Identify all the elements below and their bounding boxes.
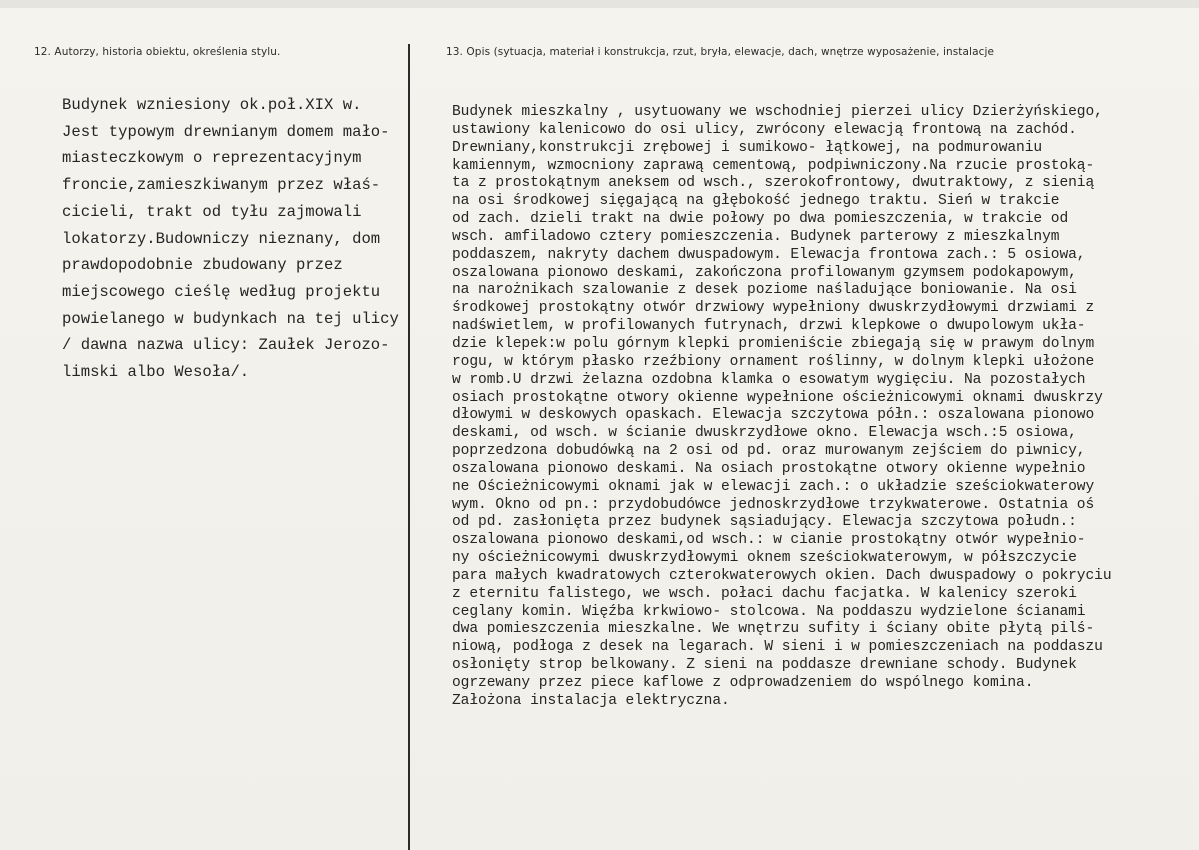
section-13-header: 13. Opis (sytuacja, materiał i konstrukcja, rzut, bryła, elewacje, dach, wnętrze wyposażenie, instalacje: [446, 46, 995, 58]
paper-edge: [0, 0, 1199, 8]
column-divider: [408, 44, 410, 850]
section-12-header: 12. Autorzy, historia obiektu, określenia stylu.: [34, 46, 281, 58]
section-12-text: Budynek wzniesiony ok.poł.XIX w. Jest typowym drewnianym domem mało- miasteczkowym o reprezentacyjnym froncie,zamieszkiwanym przez właś- cicieli, trakt od tyłu zajmowali lokatorzy.Budowniczy nieznany, dom prawdopodobnie zbudowany przez miejscowego cieślę według projektu powielanego w budynkach na tej ulicy / dawna nazwa ulicy: Zaułek Jerozo- limski albo Wesoła/.: [62, 96, 399, 382]
section-13-text: Budynek mieszkalny , usytuowany we wschodniej pierzei ulicy Dzierżyńskiego, ustawiony kalenicowo do osi ulicy, zwrócony elewacją frontową na zachód. Drewniany,konstrukcji zrębowej i sumikowo- łątkowej, na podmurowaniu kamiennym, wzmocniony zaprawą cementową, podpiwniczony.Na rzucie prostoką- ta z prostokątnym aneksem od wsch., szerokofrontowy, dwutraktowy, z sienią na osi środkowej sięgającą na głębokość jednego traktu. Sień w trakcie od zach. dzieli trakt na dwie połowy po dwa pomieszczenia, w trakcie od wsch. amfiladowo cztery pomieszczenia. Budynek parterowy z mieszkalnym poddaszem, nakryty dachem dwuspadowym. Elewacja frontowa zach.: 5 osiowa, oszalowana pionowo deskami, zakończona profilowanym gzymsem podokapowym, na narożnikach szalowanie z desek poziome naśladujące boniowanie. Na osi środkowej prostokątny otwór drzwiowy wypełniony dwuskrzydłowymi drzwiami z nadświetlem, w profilowanych futrynach, drzwi klepkowe o dwupolowym ukła- dzie klepek:w polu górnym klepki promieniście zbiegają się w prawym dolnym rogu, w którym płasko rzeźbiony ornament roślinny, w dolnym klepki ułożone w romb.U drzwi żelazna ozdobna klamka o esowatym wygięciu. Na pozostałych osiach prostokątne otwory okienne wypełnione ościeżnicowymi oknami dwuskrzy dłowymi w deskowych opaskach. Elewacja szczytowa półn.: oszalowana pionowo deskami, od wsch. w ścianie dwuskrzydłowe okno. Elewacja wsch.:5 osiowa, poprzedzona dobudówką na 2 osi od pd. oraz murowanym zejściem do piwnicy, oszalowana pionowo deskami. Na osiach prostokątne otwory okienne wypełnio ne Ościeżnicowymi oknami jak w elewacji zach.: o układzie sześciokwaterowy wym. Okno od pn.: przydobudówce jednoskrzydłowe trzykwaterowe. Ostatnia oś od pd. zasłonięta przez budynek sąsiadujący. Elewacja szczytowa połudn.: oszalowana pionowo deskami,od wsch.: w cianie prostokątny otwór wypełnio- ny ościeżnicowymi dwuskrzydłowymi oknem sześciokwaterowym, w półszczycie para małych kwadratowych czterokwaterowych okien. Dach dwuspadowy o pokryciu z eternitu falistego, we wsch. połaci dachu facjatka. W kalenicy szeroki ceglany komin. Więźba krkwiowo- stolcowa. Na poddaszu wydzielone ścianami dwa pomieszczenia mieszkalne. We wnętrzu sufity i ściany obite płytą pilś- niową, podłoga z desek na legarach. W sieni i w pomieszczeniach na poddaszu osłonięty strop belkowany. Z sieni na poddasze drewniane schody. Budynek ogrzewany przez piece kaflowe z odprowadzeniem do wspólnego komina. Założona instalacja elektryczna.: [452, 104, 1112, 709]
